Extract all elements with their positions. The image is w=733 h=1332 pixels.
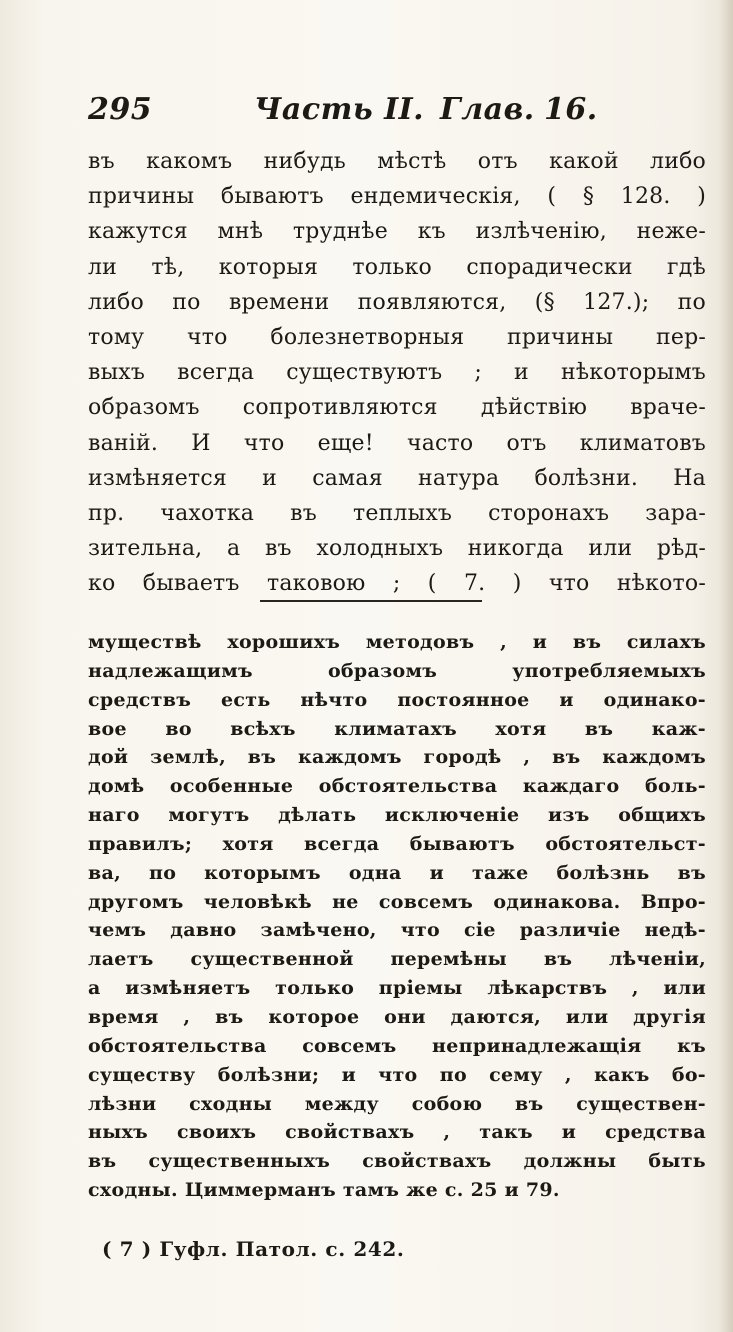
footnote-line: ныхъ своихъ свойствахъ , такъ и средства — [88, 1121, 706, 1144]
text-line: тому что болезнетворныя причины пер- — [88, 324, 706, 350]
text-line: причины бываютъ ендемическія, ( § 128. ) — [88, 184, 706, 210]
header-chapter: Глав. — [440, 92, 535, 127]
header-chapter-number: 16. — [544, 92, 598, 127]
footnote-line: существу болѣзни; и что по сему , какъ бо- — [88, 1063, 706, 1086]
footnote-line: сходны. Циммерманъ тамъ же с. 25 и 79. — [88, 1179, 560, 1202]
text-line: ванiй. И что еще! часто отъ климатовъ — [88, 430, 706, 456]
footnote-line: а измѣняетъ только пріемы лѣкарствъ , или — [88, 977, 706, 1000]
header-part: Часть II. — [254, 92, 425, 127]
footnote-line: правилъ; хотя всегда бываютъ обстоятельст- — [88, 832, 706, 855]
footnote-line: другомъ человѣкѣ не совсемъ одинакова. Впро- — [88, 890, 706, 913]
footnote-line: вое во всѣхъ климатахъ хотя въ каж- — [88, 717, 706, 740]
footnote-divider — [260, 600, 482, 602]
footnote-text — [88, 628, 706, 1205]
footnote-line: муществѣ хорошихъ методовъ , и въ силахъ — [88, 631, 706, 653]
footnote-line: надлежащимъ образомъ употребляемыхъ — [88, 659, 706, 682]
text-line: кажутся мнѣ труднѣе къ излѣченію, неже- — [88, 219, 706, 245]
text-line: ко бываетъ таковою ; ( 7. ) что нѣкото- — [88, 571, 706, 597]
text-line: образомъ сопротивляются дѣйствію враче- — [88, 395, 706, 421]
footnote-line: домѣ особенные обстоятельства каждаго боль- — [88, 775, 706, 798]
text-line: либо по времени появляются, (§ 127.); по — [88, 289, 706, 315]
footnote-line: дой землѣ, въ каждомъ городѣ , въ каждомъ — [88, 746, 706, 769]
footnote-line: наго могутъ дѣлать исключеніе изъ общихъ — [88, 804, 706, 827]
footnote-line: въ существенныхъ свойствахъ должны быть — [88, 1150, 706, 1173]
page-edge-shadow — [719, 0, 733, 1332]
text-line: въ какомъ нибудь мѣстѣ отъ какой либо — [88, 149, 706, 174]
footnote-line: лѣзни сходны между собою въ существен- — [88, 1092, 706, 1115]
footnote-line: лаетъ существенной перемѣны въ лѣченіи, — [88, 948, 706, 971]
text-line: выхъ всегда существуютъ ; и нѣкоторымъ — [88, 360, 706, 386]
main-text — [88, 144, 706, 601]
text-line: пр. чахотка въ теплыхъ сторонахъ зара- — [88, 500, 706, 526]
text-line: измѣняется и самая натура болѣзни. На — [88, 465, 706, 491]
text-line: ли тѣ, которыя только спорадически гдѣ — [88, 254, 706, 280]
text-line: зительна, а въ холодныхъ никогда или рѣд- — [88, 536, 706, 562]
page-number: 295 — [88, 92, 153, 127]
footnote-line: обстоятельства совсемъ непринадлежащія къ — [88, 1034, 706, 1057]
reference-note: ( 7 ) Гуфл. Патол. с. 242. — [102, 1237, 405, 1261]
footnote-line: чемъ давно замѣчено, что сіе различіе недѣ- — [88, 919, 706, 942]
running-header — [88, 92, 708, 134]
footnote-line: средствъ есть нѣчто постоянное и одинако- — [88, 688, 706, 711]
footnote-line: время , въ которое они даются, или другія — [88, 1005, 706, 1028]
footnote-line: ва, по которымъ одна и таже болѣзнь въ — [88, 861, 706, 884]
